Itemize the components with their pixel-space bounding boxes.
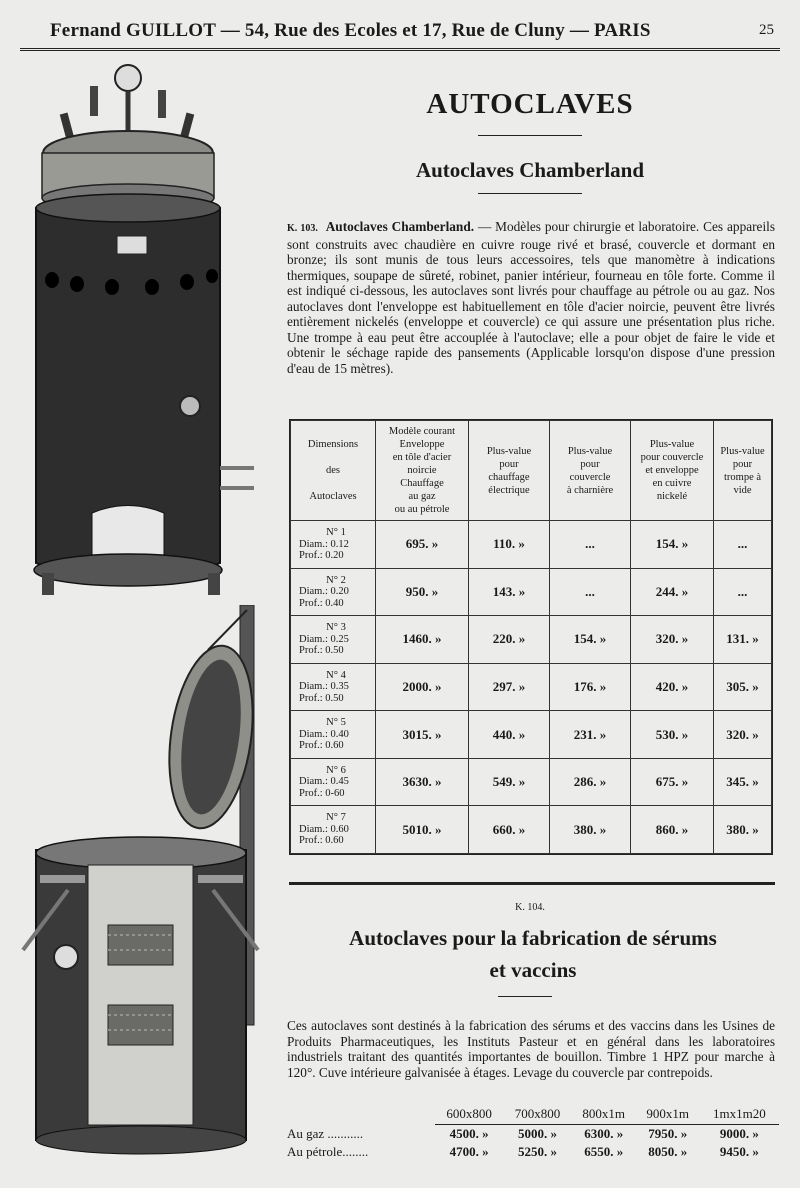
section-title: AUTOCLAVES <box>426 88 634 120</box>
table-row: N° 5 Diam.: 0.40 Prof.: 0.60 3015. » 440. » 231. » 530. » 320. » <box>291 711 772 759</box>
size-header: 700x800 <box>503 1106 571 1125</box>
header-nickele: Plus-value pour couvercle et enveloppe en cuivre nickelé <box>631 421 714 521</box>
table-row: N° 6 Diam.: 0.45 Prof.: 0-60 3630. » 549. » 286. » 675. » 345. » <box>291 758 772 806</box>
page-number: 25 <box>759 22 774 38</box>
autoclave-chamberland-illustration <box>22 58 272 603</box>
table-row: N° 3 Diam.: 0.25 Prof.: 0.50 1460. » 220. » 154. » 320. » 131. » <box>291 616 772 664</box>
serum-price-table <box>287 1106 779 1161</box>
k103-heading: Autoclaves Chamberland. <box>325 219 475 234</box>
header-electrique: Plus-value pour chauffage électrique <box>469 421 550 521</box>
size-header: 600x800 <box>435 1106 503 1125</box>
header-modele: Modèle courant Enveloppe en tôle d'acier noircie Chauffage au gaz ou au pétrole <box>376 421 469 521</box>
table-row: N° 7 Diam.: 0.60 Prof.: 0.60 5010. » 660. » 380. » 860. » 380. » <box>291 806 772 854</box>
table-row: N° 2 Diam.: 0.20 Prof.: 0.40 950. » 143. » ... 244. » ... <box>291 568 772 616</box>
k104-title-line1: Autoclaves pour la fabrication de sérums <box>349 926 717 950</box>
header-trompe: Plus-value pour trompe à vide <box>714 421 772 521</box>
table-row: Au gaz ........... 4500. » 5000. » 6300. » 7950. » 9000. » <box>287 1125 759 1141</box>
k104-body: Ces autoclaves sont destinés à la fabrication des sérums et des vaccins dans les Usines de Produits Pharmaceutiques, les Instituts Pasteur et en général dans les laboratoires industriels traitant des quantités importantes de bouillon. Timbre 1 HPZ pour marche à 120°. Cuve intérieure galvanisée à étages. Levage du couvercle par contrepoids. <box>287 1018 775 1080</box>
subtitle: Autoclaves Chamberland <box>415 158 645 182</box>
title-rule <box>478 135 582 136</box>
section-divider <box>289 882 775 885</box>
serum-autoclave-cutaway-illustration <box>18 605 280 1165</box>
subtitle-rule <box>478 193 582 194</box>
table-row: Au pétrole........ 4700. » 5250. » 6550. » 8050. » 9450. » <box>287 1144 759 1159</box>
table-row: N° 4 Diam.: 0.35 Prof.: 0.50 2000. » 297. » 176. » 420. » 305. » <box>291 663 772 711</box>
k103-paragraph <box>287 219 775 376</box>
page-header <box>20 18 780 51</box>
k103-ref: K. 103. <box>287 223 318 234</box>
header-dimensions: Dimensions des Autoclaves <box>291 421 376 521</box>
k104-ref: K. 104. <box>515 902 545 913</box>
header-charniere: Plus-value pour couvercle à charnière <box>550 421 631 521</box>
size-header: 1mx1m20 <box>700 1106 779 1125</box>
k104-rule <box>498 996 552 997</box>
table-row: N° 1 Diam.: 0.12 Prof.: 0.20 695. » 110. » ... 154. » ... <box>291 521 772 569</box>
k104-title <box>290 922 776 986</box>
k103-body: — Modèles pour chirurgie et laboratoire. Ces appareils sont construits avec chaudière en cuivre rouge rivé et brasé, couvercle et dormant en bronze; ils sont munis de tous leurs accessoires, tels que manomètre à indications thermiques, soupape de sûreté, robinet, panier intérieur, fourneau en tôle forte. Comme il est indiqué ci-dessous, les autoclaves sont livrés pour chauffage au pétrole ou au gaz. Nos autoclaves dont l'enveloppe est habituellement en tôle d'acier noircie, peuvent être livrés entièrement nickelés (enveloppe et couvercle) ce qui assure une présentation plus riche. Une trompe à eau peut être accouplée à l'autoclave; elle a pour objet de faire le vide et obtenir le séchage rapide des pansements (Applicable lorsqu'on dispose d'une pression d'eau de 15 mètres). <box>287 219 776 376</box>
size-header: 900x1m <box>636 1106 700 1125</box>
price-table <box>289 419 773 855</box>
size-header: 800x1m <box>572 1106 636 1125</box>
header-title: Fernand GUILLOT — 54, Rue des Ecoles et 17, Rue de Cluny — PARIS <box>50 20 651 41</box>
k104-title-line2: et vaccins <box>489 958 577 982</box>
